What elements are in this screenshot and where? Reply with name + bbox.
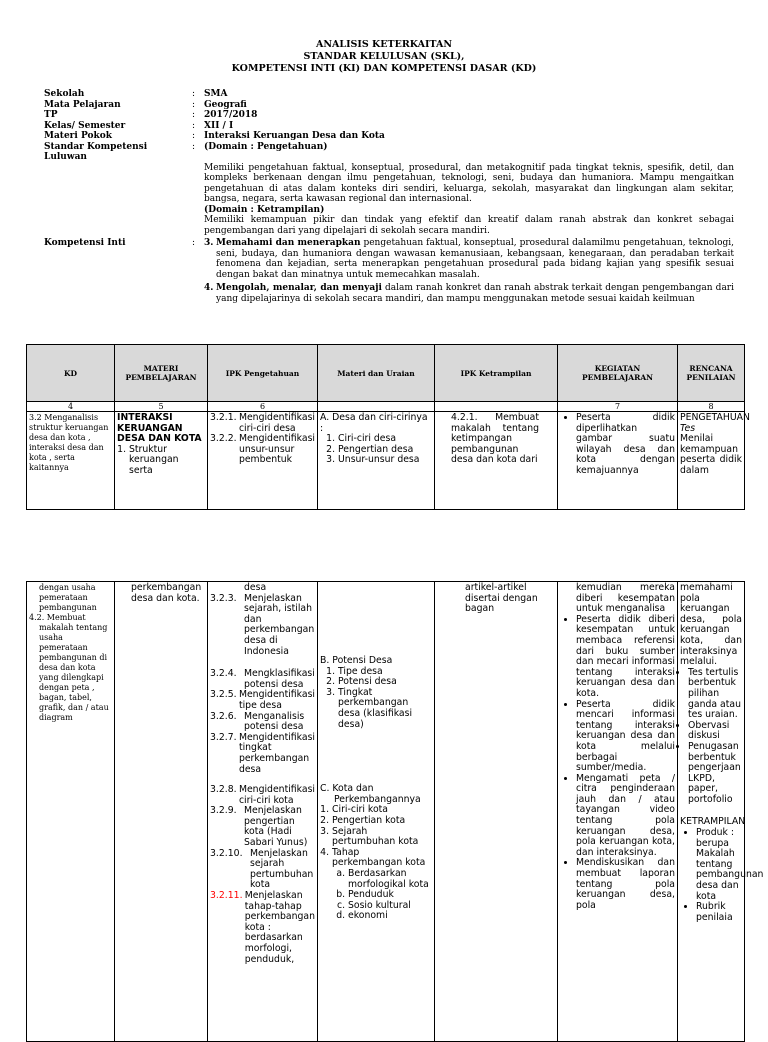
ki3-text: pengetahuan faktual, konseptual, prosedural dalamilmu pengetahuan, teknologi, seni, budaya, dan humaniora dengan wawasan kemanusiaan, kebangsaan, kenegaraan, dan peradaban terkait fenomena dan kejadian, serta menerapkan pengetahuan prosedural pada bidang kajian yang spesifik sesuai dengan bakat dan minatnya untuk memecahkan masalah.: [216, 238, 734, 280]
materi-cell-continued: perkembangan desa dan kota.: [115, 582, 208, 1042]
kd-cell-continued: dengan usaha pemerataan pembangunan 4.2. Membuat makalah tentang usaha pemerataan pembangunan di desa dan kota yang dilengkapi dengan peta , bagan, tabel, grafik, dan / atau diagram: [27, 582, 115, 1042]
skl-domain-pengetahuan: (Domain : Pengetahuan): [204, 141, 328, 152]
materi-cell: INTERAKSI KERUANGAN DESA DAN KOTA 1. Struktur keruangan serta: [115, 412, 208, 510]
table-row: [27, 412, 745, 510]
kegiatan-cell: • Peserta didik diperlihatkan gambar suatu wilayah desa dan kota dengan kemajuannya: [558, 412, 678, 510]
ki4-item: 4. Mengolah, menalar, dan menyaji dalam ranah konkret dan ranah abstrak terkait dengan pengembangan dari yang dipelajarinya di sekolah secara mandiri, dan mampu menggunakan metode sesuai kaidah keilmuan: [204, 283, 734, 304]
doc-title-line3: KOMPETENSI INTI (KI) DAN KOMPETENSI DASAR (KD): [231, 63, 537, 74]
ipk-pengetahuan-cell-continued: desa 3.2.3. Menjelaskan sejarah, istilah dan perkembangan desa di Indonesia 3.2.4. Mengklasifikasi potensi desa 3.2.5. Mengidentifikasi tipe desa 3.2.6. Menganalisis potensi desa 3.2.7. Mengidentifikasi tingkat perkembangan desa 3.2.8. Mengidentifikasi ciri-ciri kota 3.2.9. Menjelaskan pengertian kota (Hadi Sabari Yunus) 3.2.10. Menjelaskan sejarah pertumbuhan kota 3.2.11. Menjelaskan tahap-tahap perkembangan kota : berdasarkan morfologi, penduduk,: [208, 582, 318, 1042]
materi-label: Materi Pokok: [44, 131, 112, 141]
info-row-mapel: Mata Pelajaran : Geografi: [44, 100, 734, 111]
table-row: [27, 582, 745, 1042]
ki-label: Kompetensi Inti: [44, 238, 126, 248]
skl-text-pengetahuan: Memiliki pengetahuan faktual, konseptual, prosedural, dan metakognitif pada tingkat teknis, spesifik, detil, dan kompleks berkenaan dengan ilmu pengetahuan, teknologi, seni, budaya dan humaniora. Mampu mengaitkan pengetahuan di atas dalam konteks diri sendiri, keluarga, sekolah, masyarakat dan lingkungan alam sekitar, bangsa, negara, serta kawasan regional dan internasional.: [204, 162, 734, 204]
ipk-ketrampilan-cell-continued: artikel-artikel disertai dengan bagan: [435, 582, 558, 1042]
kd-cell: 3.2 Menganalisis struktur keruangan desa dan kota , interaksi desa dan kota , serta kaitannya: [27, 412, 115, 510]
skl-domain-ketrampilan: (Domain : Ketrampilan): [204, 204, 325, 215]
tp-value: 2017/2018: [204, 110, 258, 120]
header-penilaian: RENCANA PENILAIAN: [678, 345, 745, 402]
skl-text-ketrampilan: Memiliki kemampuan pikir dan tindak yang efektif dan kreatif dalam ranah abstrak dan konkret sebagai pengembangan dari yang dipelajari di sekolah secara mandiri.: [204, 215, 734, 236]
analysis-table-continued: [26, 581, 764, 1042]
header-kd: KD: [27, 345, 115, 402]
header-materi-uraian: Materi dan Uraian: [318, 345, 435, 402]
info-row-kelas: Kelas/ Semester : XII / I: [44, 121, 734, 132]
ki4-text: dalam ranah konkret dan ranah abstrak terkait dengan pengembangan dari yang dipelajarinya di sekolah secara mandiri, dan mampu menggunakan metode sesuai kaidah keilmuan: [216, 283, 734, 304]
header-ipk-ketrampilan: IPK Ketrampilan: [435, 345, 558, 402]
ki3-bold: Memahami dan menerapkan: [216, 238, 361, 248]
sekolah-value: SMA: [204, 89, 228, 99]
mapel-value: Geografi: [204, 99, 247, 110]
mapel-label: Mata Pelajaran: [44, 99, 121, 110]
info-row-skl: Standar Kompetensi Luluwan : (Domain : Pengetahuan): [44, 142, 734, 163]
kelas-value: XII / I: [204, 120, 234, 131]
doc-title-line2: STANDAR KELULUSAN (SKL),: [303, 51, 465, 62]
info-row-materi: Materi Pokok : Interaksi Keruangan Desa dan Kota: [44, 131, 734, 142]
uraian-cell: A. Desa dan ciri-cirinya : 1. Ciri-ciri desa 2. Pengertian desa 3. Unsur-unsur desa: [318, 412, 435, 510]
header-kegiatan: KEGIATAN PEMBELAJARAN: [558, 345, 678, 402]
penilaian-cell-continued: memahami pola keruangan desa, pola keruangan kota, dan interaksinya melalui. • Tes tertulis berbentuk pilihan ganda atau tes uraian. • Obervasi diskusi • Penugasan berbentuk pengerjaan LKPD, paper, portofolio KETRAMPILAN • Produk : berupa Makalah tentang pembangunan desa dan kota • Rubrik penilaia: [678, 582, 745, 1042]
sekolah-label: Sekolah: [44, 89, 85, 99]
kegiatan-cell-continued: kemudian mereka diberi kesempatan untuk menganalisa • Peserta didik diberi kesempatan untuk membaca referensi dari buku sumber dan mecari informasi tentang interaksi keruangan desa dan kota. • Peserta didik mencari informasi tentang interaksi keruangan desa dan kota melalui berbagai sumber/media. • Mengamati peta / citra penginderaan jauh dan / atau tayangan video tentang pola keruangan desa, pola keruangan kota, dan interaksinya. • Mendiskusikan dan membuat laporan tentang pola keruangan desa, pola: [558, 582, 678, 1042]
materi-value: Interaksi Keruangan Desa dan Kota: [204, 131, 385, 141]
doc-title-line1: ANALISIS KETERKAITAN: [315, 39, 452, 50]
ki4-bold: Mengolah, menalar, dan menyaji: [216, 283, 382, 293]
header-ipk-pengetahuan: IPK Pengetahuan: [208, 345, 318, 402]
info-block: [44, 89, 734, 304]
analysis-table-top: [26, 344, 750, 510]
uraian-cell-continued: B. Potensi Desa 1. Tipe desa 2. Potensi desa 3. Tingkat perkembangan desa (klasifikasi desa) C. Kota dan Perkembangannya 1. Ciri-ciri kota 2. Pengertian kota 3. Sejarah pertumbuhan kota 4. Tahap perkembangan kota a. Berdasarkan morfologikal kota b. Penduduk c. Sosio kultural d. ekonomi: [318, 582, 435, 1042]
table-header-row: [27, 345, 745, 402]
penilaian-cell: PENGETAHUAN Tes Menilai kemampuan peserta didik dalam: [678, 412, 745, 510]
ipk-pengetahuan-cell: 3.2.1. Mengidentifikasi ciri-ciri desa 3.2.2. Mengidentifikasi unsur-unsur pembentuk: [208, 412, 318, 510]
kelas-label: Kelas/ Semester: [44, 120, 126, 131]
ipk-ketrampilan-cell: 4.2.1. Membuat makalah tentang ketimpangan pembangunan desa dan kota dari: [435, 412, 558, 510]
info-row-sekolah: Sekolah : SMA: [44, 89, 734, 100]
header-materi: MATERI PEMBELAJARAN: [115, 345, 208, 402]
info-row-tp: TP : 2017/2018: [44, 110, 734, 121]
info-row-ki: Kompetensi Inti : 3. Memahami dan menerapkan pengetahuan faktual, konseptual, prosedural dalamilmu pengetahuan, teknologi, seni, budaya, dan humaniora dengan wawasan kemanusiaan, kebangsaan, kenegaraan, dan peradaban terkait fenomena dan kejadian, serta menerapkan pengetahuan prosedural pada bidang kajian yang spesifik sesuai dengan bakat dan minatnya untuk memecahkan masalah.: [44, 238, 734, 280]
table-number-row: 4 5 6 7 8: [27, 402, 745, 412]
skl-label: Standar Kompetensi Luluwan: [44, 141, 148, 162]
tp-label: TP: [44, 110, 58, 120]
ki3-item: 3. Memahami dan menerapkan pengetahuan faktual, konseptual, prosedural dalamilmu pengetahuan, teknologi, seni, budaya, dan humaniora dengan wawasan kemanusiaan, kebangsaan, kenegaraan, dan peradaban terkait fenomena dan kejadian, serta menerapkan pengetahuan prosedural pada bidang kajian yang spesifik sesuai dengan bakat dan minatnya untuk memecahkan masalah.: [204, 238, 734, 280]
